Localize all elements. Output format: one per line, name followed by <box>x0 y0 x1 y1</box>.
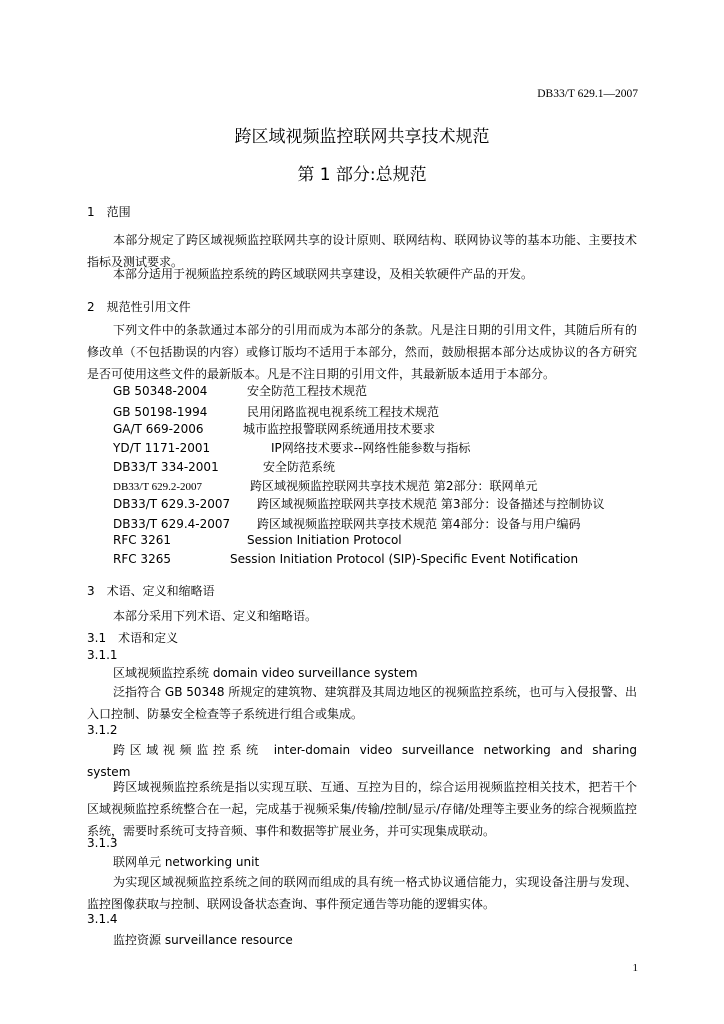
reference-code: GB 50198-1994 <box>113 405 208 419</box>
term-3-1-2-number: 3.1.2 <box>87 723 118 737</box>
reference-item <box>113 420 435 437</box>
page-number: 1 <box>632 962 638 974</box>
reference-item <box>113 403 439 420</box>
standard-number: DB33/T 629.1—2007 <box>537 88 638 100</box>
term-3-1-3-number: 3.1.3 <box>87 836 118 850</box>
reference-item <box>113 458 335 475</box>
section-2-paragraph-1: 下列文件中的条款通过本部分的引用而成为本部分的条款。凡是注日期的引用文件，其随后所有的修改单（不包括勘误的内容）或修订版均不适用于本部分，然而，鼓励根据本部分达成协议的各方研究是否可使用这些文件的最新版本。凡是不注日期的引用文件，其最新版本适用于本部分。 <box>87 323 637 381</box>
term-3-1-2-name-en: inter-domain video surveillance networking and sharing system <box>87 743 637 779</box>
section-2-heading: 2 规范性引用文件 <box>87 300 191 314</box>
reference-code: GB 50348-2004 <box>113 384 208 398</box>
reference-code: DB33/T 629.3-2007 <box>113 497 231 511</box>
reference-title: 跨区域视频监控联网共享技术规范 第2部分：联网单元 <box>250 479 538 493</box>
reference-item <box>113 495 604 512</box>
reference-item <box>113 382 367 399</box>
term-3-1-3-name: 联网单元 networking unit <box>113 855 260 869</box>
reference-code: DB33/T 334-2001 <box>113 460 219 474</box>
document-title: 跨区域视频监控联网共享技术规范 <box>234 127 490 147</box>
reference-title: 安全防范工程技术规范 <box>247 384 368 398</box>
reference-title: IP网络技术要求--网络性能参数与指标 <box>271 441 471 455</box>
term-3-1-1-number: 3.1.1 <box>87 648 118 662</box>
reference-code: DB33/T 629.4-2007 <box>113 517 231 531</box>
reference-title: 民用闭路监视电视系统工程技术规范 <box>247 405 440 419</box>
reference-code: YD/T 1171-2001 <box>113 441 211 455</box>
reference-title: Session Initiation Protocol <box>247 533 402 547</box>
section-1-heading: 1 范围 <box>87 205 131 219</box>
term-3-1-1-name: 区域视频监控系统 domain video surveillance system <box>113 666 418 680</box>
reference-title: Session Initiation Protocol (SIP)-Specific Event Notification <box>230 552 579 566</box>
section-3-1-heading: 3.1 术语和定义 <box>87 631 179 645</box>
reference-title: 跨区域视频监控联网共享技术规范 第4部分：设备与用户编码 <box>257 517 581 531</box>
term-3-1-2-definition: 跨区域视频监控系统是指以实现互联、互通、互控为目的，综合运用视频监控相关技术，把若干个区域视频监控系统整合在一起，完成基于视频采集/传输/控制/显示/存储/处理等主要业务的综合视频监控系统，需要时系统可支持音频、事件和数据等扩展业务，并可实现集成联动。 <box>87 780 637 838</box>
reference-code: RFC 3265 <box>113 552 171 566</box>
term-3-1-2-name-cn: 跨区域视频监控系统 <box>113 743 263 757</box>
document-subtitle: 第 1 部分:总规范 <box>297 165 427 185</box>
section-3-heading: 3 术语、定义和缩略语 <box>87 584 215 598</box>
reference-item <box>113 552 578 566</box>
reference-code: RFC 3261 <box>113 533 171 547</box>
section-1-paragraph-1: 本部分规定了跨区域视频监控联网共享的设计原则、联网结构、联网协议等的基本功能、主要技术指标及测试要求。 <box>87 233 637 269</box>
section-1-paragraph-2: 本部分适用于视频监控系统的跨区域联网共享建设，及相关软硬件产品的开发。 <box>113 267 534 281</box>
reference-title: 跨区域视频监控联网共享技术规范 第3部分：设备描述与控制协议 <box>257 497 605 511</box>
term-3-1-4-number: 3.1.4 <box>87 912 118 926</box>
reference-code: DB33/T 629.2-2007 <box>113 481 203 493</box>
reference-code: GA/T 669-2006 <box>113 422 204 436</box>
term-3-1-3-definition: 为实现区域视频监控系统之间的联网而组成的具有统一格式协议通信能力，实现设备注册与发现、监控图像获取与控制、联网设备状态查询、事件预定通告等功能的逻辑实体。 <box>87 875 637 911</box>
reference-item <box>113 533 402 547</box>
reference-item <box>113 439 470 456</box>
term-3-1-4-name: 监控资源 surveillance resource <box>113 933 293 947</box>
reference-item <box>113 477 537 494</box>
reference-item <box>113 515 580 532</box>
reference-title: 城市监控报警联网系统通用技术要求 <box>243 422 436 436</box>
section-3-paragraph-1: 本部分采用下列术语、定义和缩略语。 <box>113 609 318 623</box>
term-3-1-1-definition: 泛指符合 GB 50348 所规定的建筑物、建筑群及其周边地区的视频监控系统，也可与入侵报警、出入口控制、防暴安全检查等子系统进行组合或集成。 <box>87 685 637 721</box>
reference-title: 安全防范系统 <box>263 460 336 474</box>
